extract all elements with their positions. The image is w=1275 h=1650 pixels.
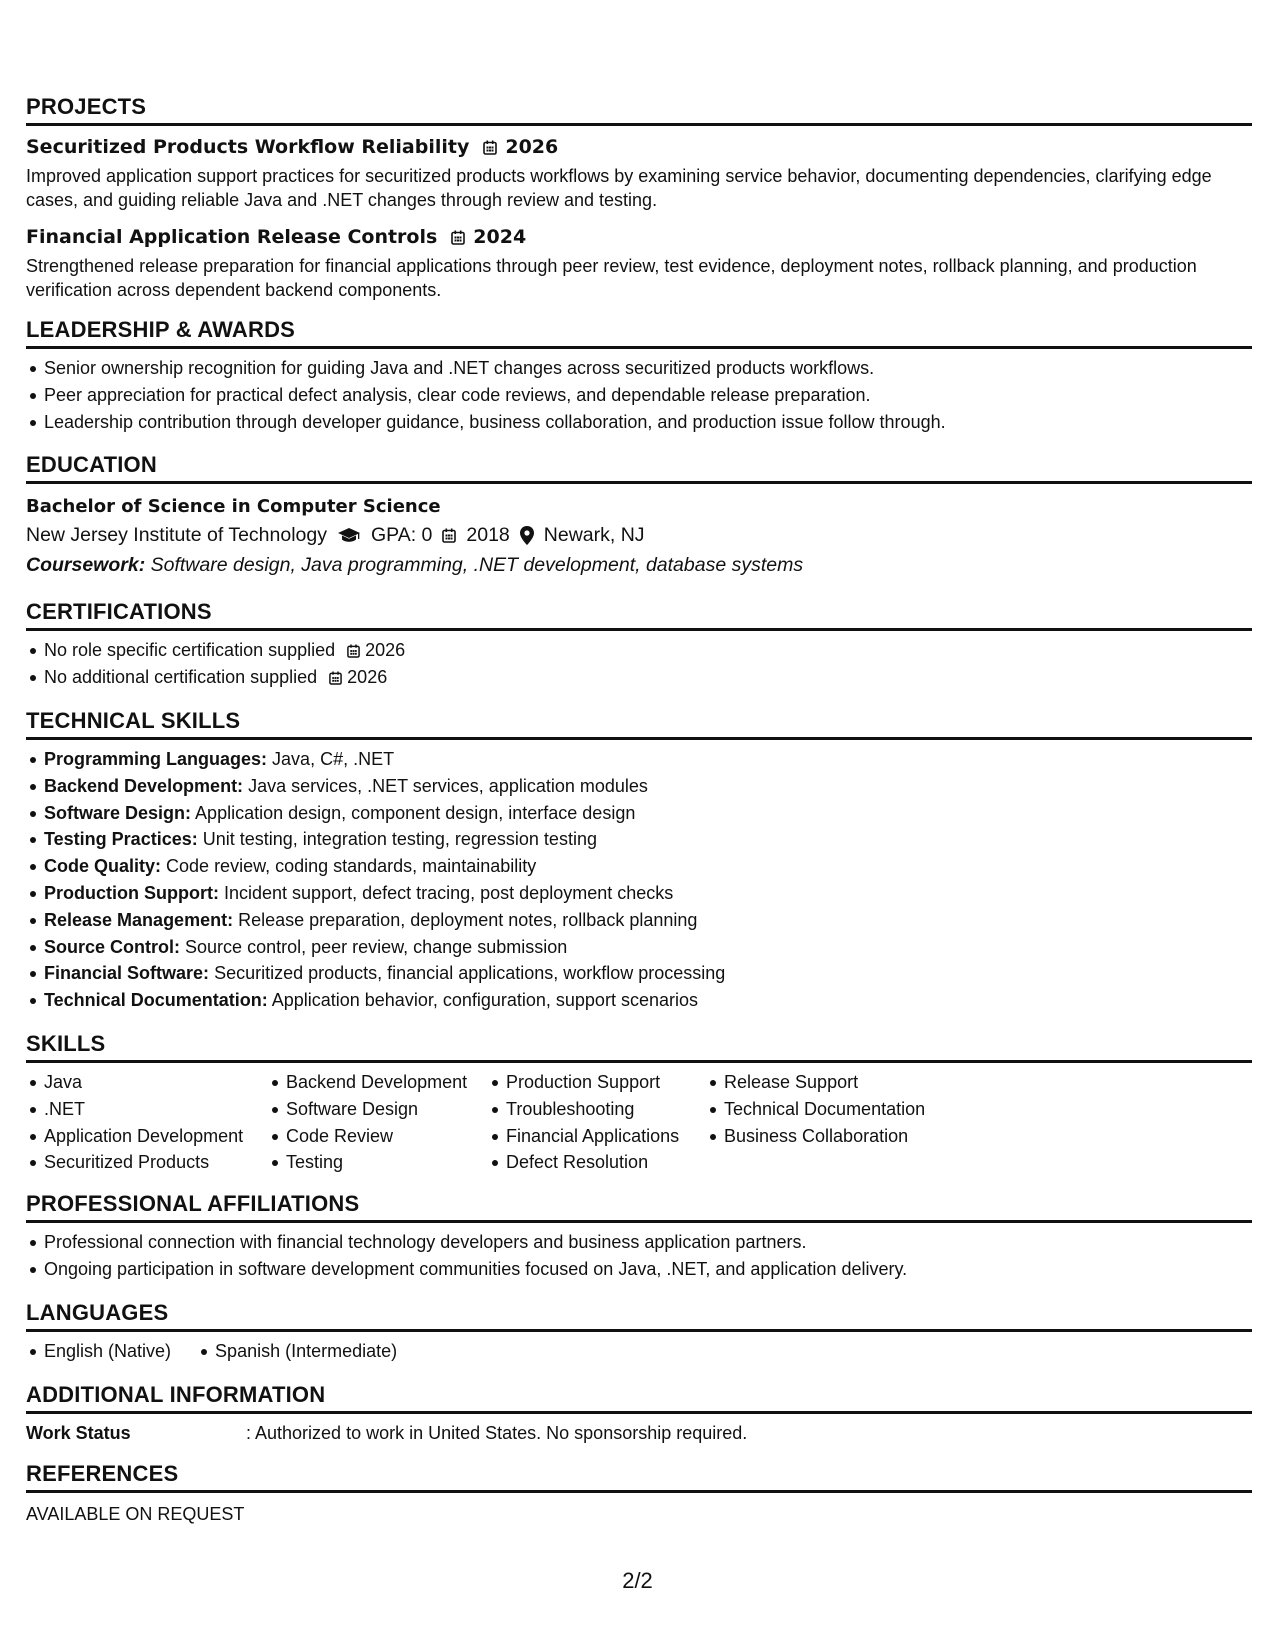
list-item xyxy=(44,934,1252,961)
calendar-icon xyxy=(483,140,497,155)
technical-skills-list xyxy=(26,746,1252,1014)
skill-value: Release preparation, deployment notes, rollback planning xyxy=(238,909,698,930)
list-item: Securitized Products xyxy=(44,1149,268,1176)
references-section xyxy=(26,1460,1252,1527)
list-item xyxy=(44,987,1252,1014)
skill-value: Java, C#, .NET xyxy=(272,748,395,769)
list-item xyxy=(44,880,1252,907)
additional-info-section xyxy=(26,1381,1252,1446)
section-heading: PROFESSIONAL AFFILIATIONS xyxy=(26,1190,1252,1223)
list-item: Business Collaboration xyxy=(724,1123,984,1150)
list-item: Backend Development xyxy=(286,1069,488,1096)
list-item xyxy=(44,907,1252,934)
skill-label: Backend Development: xyxy=(44,775,244,796)
skill-value: Application design, component design, interface design xyxy=(195,802,636,823)
list-item: Leadership contribution through developer guidance, business collaboration, and production issue follow through. xyxy=(44,409,1252,436)
map-pin-icon xyxy=(520,526,534,545)
list-item: .NET xyxy=(44,1096,268,1123)
section-heading: REFERENCES xyxy=(26,1460,1252,1493)
work-status-label: Work Status xyxy=(26,1422,131,1443)
list-item: Testing xyxy=(286,1149,488,1176)
technical-skills-section xyxy=(26,707,1252,1014)
list-item xyxy=(44,826,1252,853)
page-number: 2/2 xyxy=(622,1568,653,1593)
graduation-year: 2018 xyxy=(466,524,510,547)
certification-name: No additional certification supplied xyxy=(44,667,318,688)
project-title: Securitized Products Workflow Reliability xyxy=(26,136,470,158)
section-heading: CERTIFICATIONS xyxy=(26,598,1252,631)
project-date xyxy=(451,224,526,250)
list-item xyxy=(44,746,1252,773)
list-item: Code Review xyxy=(286,1123,488,1150)
certification-date: 2026 xyxy=(365,640,406,661)
languages-section xyxy=(26,1299,1252,1365)
section-heading: EDUCATION xyxy=(26,451,1252,484)
skills-column xyxy=(488,1069,706,1176)
affiliations-section xyxy=(26,1190,1252,1283)
certifications-section xyxy=(26,598,1252,691)
skill-value: Code review, coding standards, maintainability xyxy=(166,856,537,877)
skill-label: Code Quality: xyxy=(44,856,162,877)
certification-date: 2026 xyxy=(347,667,388,688)
section-heading: ADDITIONAL INFORMATION xyxy=(26,1381,1252,1414)
skill-label: Source Control: xyxy=(44,936,181,957)
coursework-label: Coursework: xyxy=(26,554,146,577)
list-item: Ongoing participation in software development communities focused on Java, .NET, and application delivery. xyxy=(44,1256,1252,1283)
list-item: Professional connection with financial technology developers and business application partners. xyxy=(44,1229,1252,1256)
leadership-section xyxy=(26,316,1252,435)
gpa-text: GPA: 0 xyxy=(370,524,433,547)
project-date-text: 2026 xyxy=(505,136,559,158)
calendar-icon xyxy=(329,671,342,685)
skill-label: Financial Software: xyxy=(44,963,210,984)
skill-label: Release Management: xyxy=(44,909,234,930)
skill-value: Unit testing, integration testing, regression testing xyxy=(202,829,597,850)
calendar-icon xyxy=(442,528,456,543)
work-status-value: : Authorized to work in United States. No sponsorship required. xyxy=(246,1422,748,1443)
skill-label: Technical Documentation: xyxy=(44,990,268,1011)
calendar-icon xyxy=(451,230,465,245)
references-text: AVAILABLE ON REQUEST xyxy=(26,1503,245,1524)
affiliations-list xyxy=(26,1229,1252,1283)
skill-label: Programming Languages: xyxy=(44,748,268,769)
list-item xyxy=(44,773,1252,800)
skills-column xyxy=(706,1069,984,1176)
project-title-row xyxy=(26,224,1252,250)
skills-section xyxy=(26,1030,1252,1176)
list-item: Application Development xyxy=(44,1123,268,1150)
list-item xyxy=(44,664,1252,691)
project-title-row xyxy=(26,134,1252,160)
skill-value: Java services, .NET services, application modules xyxy=(248,775,648,796)
skill-label: Software Design: xyxy=(44,802,192,823)
list-item xyxy=(44,637,1252,664)
list-item xyxy=(44,853,1252,880)
list-item xyxy=(44,960,1252,987)
education-details xyxy=(26,520,1252,550)
skill-value: Incident support, defect tracing, post deployment checks xyxy=(224,882,674,903)
skill-label: Production Support: xyxy=(44,882,219,903)
project-date-text: 2024 xyxy=(473,226,527,248)
skills-column xyxy=(268,1069,488,1176)
coursework-text: Software design, Java programming, .NET development, database systems xyxy=(150,554,804,577)
list-item: Production Support xyxy=(506,1069,706,1096)
project-title: Financial Application Release Controls xyxy=(26,226,438,248)
leadership-list xyxy=(26,355,1252,435)
work-status-row xyxy=(26,1420,1252,1446)
project-description: Improved application support practices for securitized products workflows by examining service behavior, documenting dependencies, clarifying edge cases, and guiding reliable Java and .NET changes through review and testing. xyxy=(26,166,1212,210)
list-item: Senior ownership recognition for guiding Java and .NET changes across securitized products workflows. xyxy=(44,355,1252,382)
skill-label: Testing Practices: xyxy=(44,829,198,850)
skills-grid xyxy=(26,1069,1252,1176)
language-item: English (Native) xyxy=(44,1338,171,1365)
languages-list xyxy=(26,1338,1252,1365)
list-item xyxy=(44,800,1252,827)
list-item: Software Design xyxy=(286,1096,488,1123)
project-date xyxy=(483,134,558,160)
list-item: Troubleshooting xyxy=(506,1096,706,1123)
list-item: Defect Resolution xyxy=(506,1149,706,1176)
language-item: Spanish (Intermediate) xyxy=(215,1338,397,1365)
certifications-list xyxy=(26,637,1252,691)
project-description: Strengthened release preparation for financial applications through peer review, test evidence, deployment notes, rollback planning, and production verification across dependent backend components. xyxy=(26,256,1197,300)
section-heading: LANGUAGES xyxy=(26,1299,1252,1332)
calendar-icon xyxy=(347,644,360,658)
list-item: Financial Applications xyxy=(506,1123,706,1150)
degree-title: Bachelor of Science in Computer Science xyxy=(26,496,441,518)
section-heading: PROJECTS xyxy=(26,93,1252,126)
section-heading: SKILLS xyxy=(26,1030,1252,1063)
list-item: Java xyxy=(44,1069,268,1096)
education-section xyxy=(26,451,1252,580)
list-item: Peer appreciation for practical defect analysis, clear code reviews, and dependable release preparation. xyxy=(44,382,1252,409)
school-location: Newark, NJ xyxy=(543,524,645,547)
skill-value: Securitized products, financial applications, workflow processing xyxy=(214,963,726,984)
skill-value: Application behavior, configuration, support scenarios xyxy=(271,990,698,1011)
skills-column xyxy=(26,1069,268,1176)
list-item: Release Support xyxy=(724,1069,984,1096)
section-heading: TECHNICAL SKILLS xyxy=(26,707,1252,740)
list-item: Technical Documentation xyxy=(724,1096,984,1123)
resume-page xyxy=(26,93,1252,1527)
graduation-cap-icon xyxy=(337,527,361,544)
certification-name: No role specific certification supplied xyxy=(44,640,336,661)
school-name: New Jersey Institute of Technology xyxy=(26,524,327,547)
section-heading: LEADERSHIP & AWARDS xyxy=(26,316,1252,349)
coursework xyxy=(26,550,1252,580)
skill-value: Source control, peer review, change submission xyxy=(185,936,568,957)
projects-section xyxy=(26,93,1252,302)
